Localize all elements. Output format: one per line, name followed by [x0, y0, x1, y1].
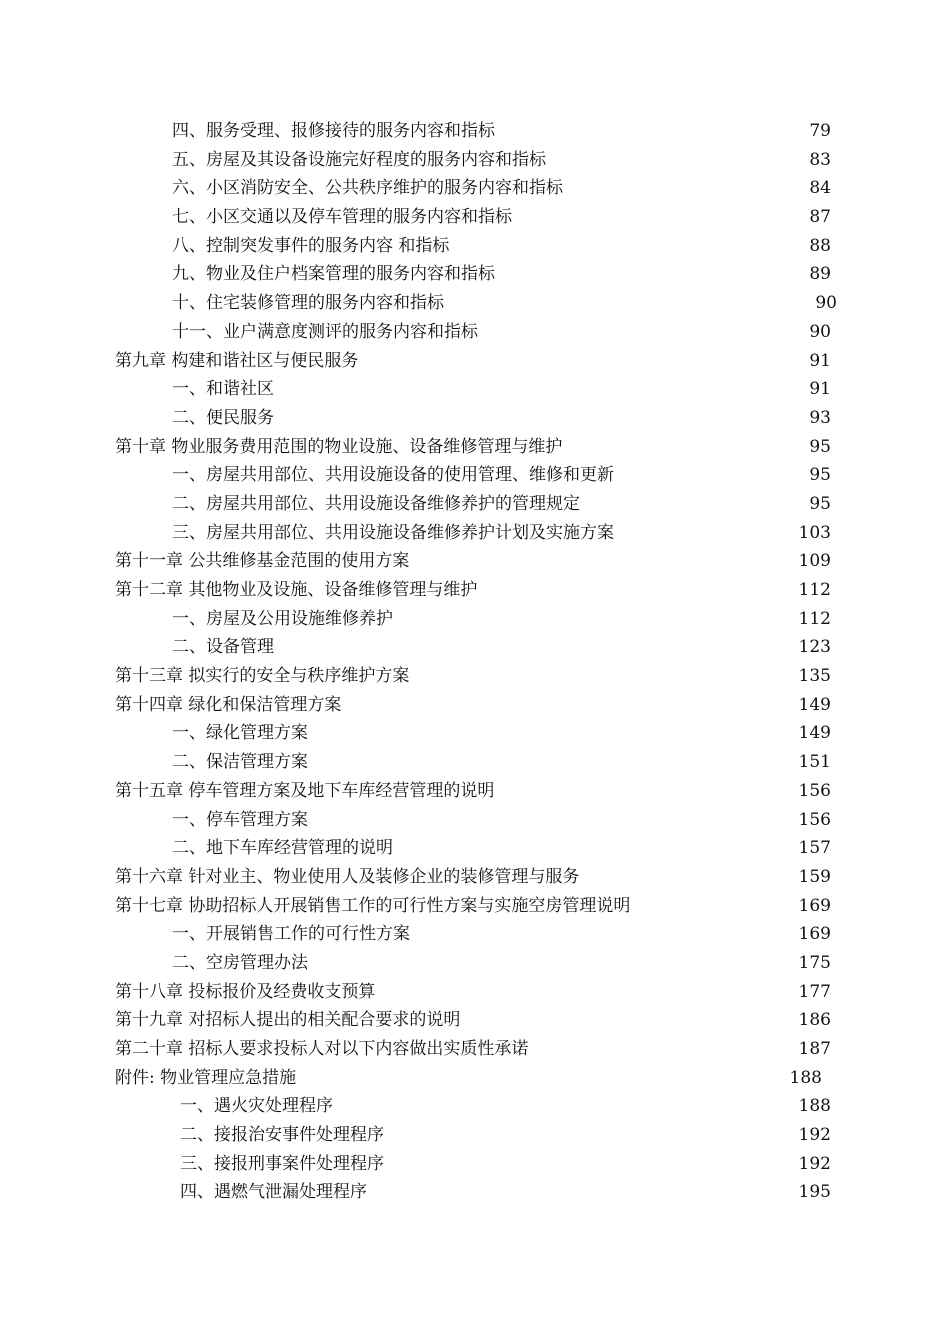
- toc-entry-title: 七、小区交通以及停车管理的服务内容和指标: [172, 207, 512, 228]
- toc-entry: [0, 433, 950, 462]
- toc-entry-page-number: 109: [798, 551, 831, 572]
- toc-entry-page-number: 90: [809, 321, 831, 342]
- toc-entry-title: 第十八章 投标报价及经费收支预算: [115, 981, 376, 1002]
- toc-entry-title: 一、开展销售工作的可行性方案: [172, 924, 410, 945]
- toc-entry-title: 第十章 物业服务费用范围的物业设施、设备维修管理与维护: [115, 436, 563, 457]
- toc-entry-title: 一、遇火灾处理程序: [180, 1096, 333, 1117]
- toc-entry-page-number: 187: [798, 1039, 831, 1059]
- toc-entry-title: 第二十章 招标人要求投标人对以下内容做出实质性承诺: [115, 1039, 529, 1059]
- toc-entry-page-number: 149: [798, 723, 831, 744]
- toc-entry-page-number: 169: [798, 895, 831, 916]
- toc-entry: [0, 547, 950, 576]
- toc-entry-title: 附件: 物业管理应急措施: [115, 1067, 297, 1088]
- toc-entry-title: 一、停车管理方案: [172, 809, 308, 830]
- table-of-contents: [0, 117, 950, 1207]
- toc-entry-page-number: 188: [789, 1067, 822, 1088]
- toc-entry-page-number: 91: [809, 350, 831, 371]
- toc-entry-page-number: 175: [798, 952, 831, 973]
- toc-entry: [0, 719, 950, 748]
- toc-entry: [0, 691, 950, 720]
- toc-entry: [0, 1035, 950, 1064]
- toc-entry-page-number: 88: [809, 235, 831, 256]
- toc-entry: [0, 375, 950, 404]
- toc-entry: [0, 920, 950, 949]
- toc-entry: [0, 289, 950, 318]
- toc-entry: [0, 232, 950, 261]
- toc-entry: [0, 117, 950, 146]
- toc-entry-title: 第十五章 停车管理方案及地下车库经营管理的说明: [115, 780, 495, 801]
- toc-entry: [0, 318, 950, 347]
- toc-entry: [0, 633, 950, 662]
- toc-entry-page-number: 177: [798, 981, 831, 1002]
- toc-entry-page-number: 112: [798, 580, 831, 600]
- toc-entry-title: 第十九章 对招标人提出的相关配合要求的说明: [115, 1010, 461, 1031]
- toc-entry: [0, 892, 950, 921]
- toc-entry: [0, 1178, 950, 1207]
- toc-entry: [0, 1064, 950, 1093]
- toc-entry-page-number: 192: [798, 1125, 831, 1146]
- toc-entry-title: 六、小区消防安全、公共秩序维护的服务内容和指标: [172, 178, 563, 199]
- toc-entry-title: 九、物业及住户档案管理的服务内容和指标: [172, 264, 495, 285]
- toc-entry-page-number: 159: [798, 866, 831, 887]
- toc-entry-title: 二、地下车库经营管理的说明: [172, 838, 393, 859]
- toc-entry-page-number: 195: [798, 1182, 831, 1203]
- toc-entry-title: 第十一章 公共维修基金范围的使用方案: [115, 551, 410, 572]
- toc-entry: [0, 490, 950, 519]
- toc-entry-page-number: 93: [809, 407, 831, 428]
- toc-entry-page-number: 156: [798, 780, 831, 801]
- toc-entry-title: 二、接报治安事件处理程序: [180, 1125, 384, 1146]
- toc-entry: [0, 863, 950, 892]
- toc-entry-title: 第十七章 协助招标人开展销售工作的可行性方案与实施空房管理说明: [115, 895, 631, 916]
- toc-entry-title: 第十四章 绿化和保洁管理方案: [115, 694, 342, 715]
- toc-entry: [0, 605, 950, 634]
- toc-entry-title: 二、保洁管理方案: [172, 752, 308, 773]
- toc-entry: [0, 1092, 950, 1121]
- toc-entry-title: 二、空房管理办法: [172, 952, 308, 973]
- toc-entry-page-number: 135: [798, 666, 831, 687]
- toc-entry-page-number: 169: [798, 924, 831, 945]
- toc-entry-title: 第九章 构建和谐社区与便民服务: [115, 350, 359, 371]
- toc-entry-title: 一、绿化管理方案: [172, 723, 308, 744]
- toc-entry: [0, 949, 950, 978]
- toc-entry: [0, 834, 950, 863]
- toc-entry: [0, 347, 950, 376]
- toc-entry: [0, 1150, 950, 1179]
- toc-entry-page-number: 95: [809, 465, 831, 486]
- toc-entry-page-number: 156: [798, 809, 831, 830]
- toc-entry-page-number: 84: [809, 178, 831, 199]
- toc-entry: [0, 260, 950, 289]
- toc-entry-title: 四、遇燃气泄漏处理程序: [180, 1182, 367, 1203]
- toc-entry: [0, 777, 950, 806]
- toc-entry: [0, 806, 950, 835]
- toc-entry-title: 第十二章 其他物业及设施、设备维修管理与维护: [115, 580, 478, 600]
- toc-entry-page-number: 83: [809, 149, 831, 170]
- toc-entry-title: 第十六章 针对业主、物业使用人及装修企业的装修管理与服务: [115, 866, 580, 887]
- toc-entry-page-number: 151: [798, 752, 831, 773]
- toc-entry-page-number: 192: [798, 1153, 831, 1174]
- toc-entry: [0, 748, 950, 777]
- toc-entry-title: 二、便民服务: [172, 407, 274, 428]
- toc-entry-page-number: 95: [809, 436, 831, 457]
- toc-entry-page-number: 95: [809, 493, 831, 514]
- toc-entry-page-number: 157: [798, 838, 831, 859]
- toc-entry-title: 第十三章 拟实行的安全与秩序维护方案: [115, 666, 410, 687]
- toc-entry: [0, 662, 950, 691]
- toc-entry: [0, 146, 950, 175]
- toc-entry: [0, 1006, 950, 1035]
- toc-entry-page-number: 79: [809, 121, 831, 141]
- toc-entry: [0, 519, 950, 548]
- toc-entry-title: 三、房屋共用部位、共用设施设备维修养护计划及实施方案: [172, 522, 614, 543]
- toc-entry-page-number: 112: [798, 608, 831, 629]
- toc-entry: [0, 404, 950, 433]
- toc-entry-title: 十、住宅装修管理的服务内容和指标: [172, 293, 444, 314]
- toc-entry: [0, 203, 950, 232]
- toc-entry-page-number: 91: [809, 379, 831, 400]
- toc-entry-title: 三、接报刑事案件处理程序: [180, 1153, 384, 1174]
- toc-entry: [0, 174, 950, 203]
- toc-entry: [0, 1121, 950, 1150]
- toc-entry-page-number: 103: [798, 522, 831, 543]
- toc-entry-title: 一、房屋及公用设施维修养护: [172, 608, 393, 629]
- toc-entry-page-number: 186: [798, 1010, 831, 1031]
- toc-entry-title: 二、设备管理: [172, 637, 274, 658]
- toc-entry-title: 一、房屋共用部位、共用设施设备的使用管理、维修和更新: [172, 465, 614, 486]
- toc-entry-title: 四、服务受理、报修接待的服务内容和指标: [172, 121, 495, 141]
- toc-entry: [0, 461, 950, 490]
- toc-entry-title: 十一、业户满意度测评的服务内容和指标: [172, 321, 478, 342]
- toc-entry-page-number: 87: [809, 207, 831, 228]
- toc-entry-page-number: 90: [815, 293, 837, 314]
- toc-entry-page-number: 149: [798, 694, 831, 715]
- toc-entry-title: 五、房屋及其设备设施完好程度的服务内容和指标: [172, 149, 546, 170]
- toc-entry: [0, 576, 950, 605]
- toc-entry-title: 一、和谐社区: [172, 379, 274, 400]
- toc-entry-page-number: 123: [798, 637, 831, 658]
- toc-entry-page-number: 89: [809, 264, 831, 285]
- toc-entry-page-number: 188: [798, 1096, 831, 1117]
- toc-entry-title: 二、房屋共用部位、共用设施设备维修养护的管理规定: [172, 493, 580, 514]
- toc-entry: [0, 978, 950, 1007]
- toc-entry-title: 八、控制突发事件的服务内容 和指标: [172, 235, 450, 256]
